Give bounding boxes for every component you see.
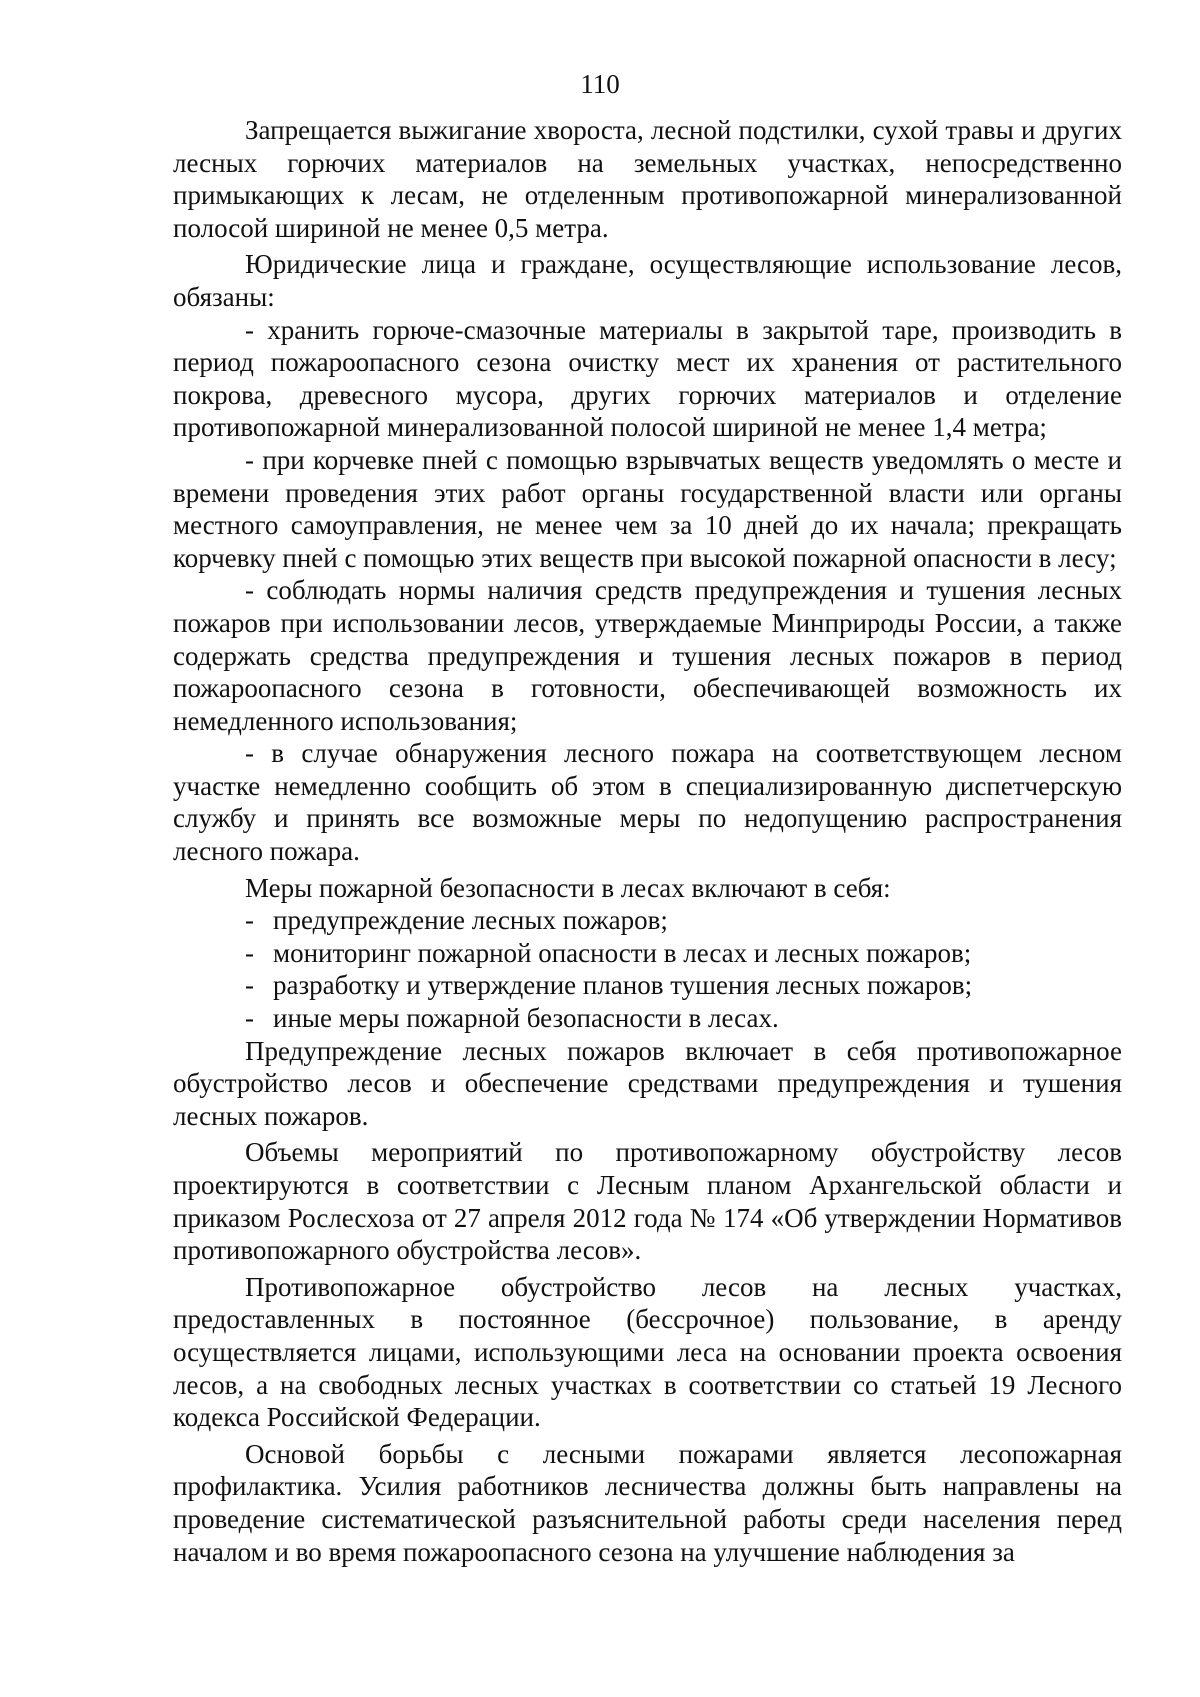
obligation-fire-equipment: - соблюдать нормы наличия средств предупреждения и тушения лесных пожаров при использовании лесов, утверждаемые Минприроды России, а также содержать средства предупреждения и тушения лесных пожаров в период пожароопасного сезона в готовности, обеспечивающей возможность их немедленного использования; bbox=[173, 575, 1122, 736]
list-item bbox=[173, 937, 1122, 970]
list-dash: - bbox=[245, 937, 254, 968]
paragraph-volumes: Объемы мероприятий по противопожарному обустройству лесов проектируются в соответствии с Лесным планом Архангельской области и приказом Рослесхоза от 27 апреля 2012 года № 174 «Об утверждении Нормативов противопожарного обустройства лесов». bbox=[173, 1137, 1122, 1266]
document-body bbox=[173, 114, 1122, 1568]
obligation-fire-report: - в случае обнаружения лесного пожара на соответствующем лесном участке немедленно сообщить об этом в специализированную диспетчерскую службу и принять все возможные меры по недопущению распространения лесного пожара. bbox=[173, 738, 1122, 867]
obligation-fuel-storage: - хранить горюче-смазочные материалы в закрытой таре, производить в период пожароопасного сезона очистку мест их хранения от растительного покрова, древесного мусора, других горючих материалов и отделение противопожарной минерализованной полосой шириной не менее 1,4 метра; bbox=[173, 314, 1122, 443]
list-item-text: разработку и утверждение планов тушения лесных пожаров; bbox=[273, 970, 973, 1001]
list-item bbox=[173, 904, 1122, 937]
paragraph-burning-ban: Запрещается выжигание хвороста, лесной подстилки, сухой травы и других лесных горючих материалов на земельных участках, непосредственно примыкающих к лесам, не отделенным противопожарной минерализованной полосой шириной не менее 0,5 метра. bbox=[173, 115, 1122, 243]
list-item bbox=[173, 969, 1122, 1002]
paragraph-fire-arrangement: Противопожарное обустройство лесов на лесных участках, предоставленных в постоянное (бессрочное) пользование, в аренду осуществляется лицами, использующими леса на основании проекта освоения лесов, а на свободных лесных участках в соответствии со статьей 19 Лесного кодекса Российской Федерации. bbox=[173, 1271, 1122, 1433]
paragraph-obligations-intro: Юридические лица и граждане, осуществляющие использование лесов, обязаны: bbox=[173, 249, 1122, 312]
list-item-text: иные меры пожарной безопасности в лесах. bbox=[273, 1003, 779, 1034]
list-dash: - bbox=[245, 905, 254, 936]
page-number: 110 bbox=[580, 69, 620, 99]
list-dash: - bbox=[245, 1003, 254, 1034]
paragraph-prevention: Предупреждение лесных пожаров включает в себя противопожарное обустройство лесов и обеспечение средствами предупреждения и тушения лесных пожаров. bbox=[173, 1035, 1122, 1131]
obligation-stump-removal: - при корчевке пней с помощью взрывчатых веществ уведомлять о месте и времени проведения этих работ органы государственной власти или органы местного самоуправления, не менее чем за 10 дней до их начала; прекращать корчевку пней с помощью этих веществ при высокой пожарной опасности в лесу; bbox=[173, 444, 1122, 573]
list-item-text: предупреждение лесных пожаров; bbox=[273, 905, 668, 936]
list-item-text: мониторинг пожарной опасности в лесах и лесных пожаров; bbox=[273, 937, 972, 968]
paragraph-prophylaxis: Основой борьбы с лесными пожарами является лесопожарная профилактика. Усилия работников лесничества должны быть направлены на проведение систематической разъяснительной работы среди населения перед началом и во время пожароопасного сезона на улучшение наблюдения за bbox=[173, 1438, 1122, 1567]
paragraph-measures-intro: Меры пожарной безопасности в лесах включают в себя: bbox=[245, 872, 891, 903]
list-item bbox=[173, 1002, 1122, 1035]
list-dash: - bbox=[245, 970, 254, 1001]
